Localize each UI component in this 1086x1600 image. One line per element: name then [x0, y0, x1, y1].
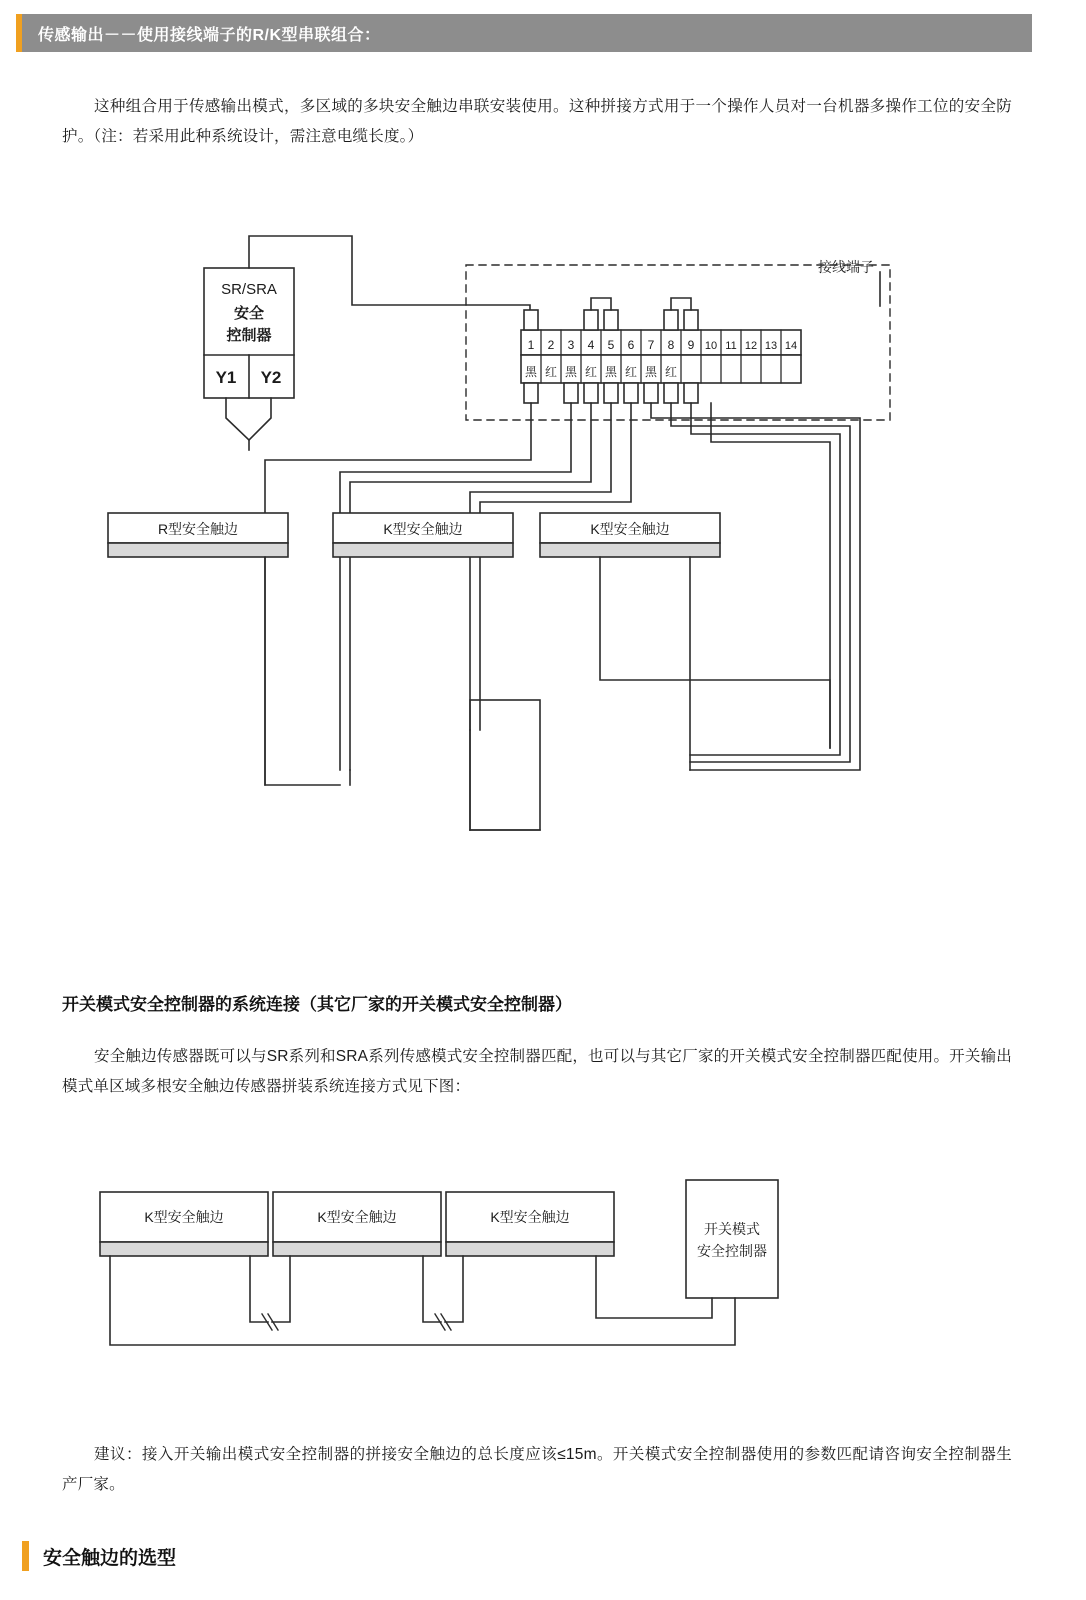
wire-color-label: 黑	[524, 365, 538, 379]
wire-color-label: 红	[624, 365, 638, 379]
terminal-number: 9	[687, 338, 695, 352]
terminal-number: 2	[547, 338, 555, 352]
switch-mode-paragraph: 安全触边传感器既可以与SR系列和SRA系列传感模式安全控制器匹配，也可以与其它厂家的开关模式安全控制器匹配使用。开关输出模式单区域多根安全触边传感器拼装系统连接方式见下图：	[62, 1048, 1012, 1095]
switch-controller-line2: 安全控制器	[697, 1243, 767, 1259]
terminal-number: 12	[744, 340, 758, 352]
wiring-diagram-switch-mode	[0, 1150, 1086, 1430]
wire-color-label: 黑	[604, 365, 618, 379]
sub-heading: 开关模式安全控制器的系统连接（其它厂家的开关模式安全控制器）	[62, 995, 572, 1014]
next-section-title-text: 安全触边的选型	[43, 1547, 177, 1569]
terminal-number: 1	[527, 338, 535, 352]
terminal-number: 3	[567, 338, 575, 352]
edge-label-k2: K型安全触边	[590, 521, 670, 537]
header-accent-marker	[16, 14, 22, 52]
terminal-number: 14	[784, 340, 798, 352]
wire-color-label: 黑	[564, 365, 578, 379]
controller-line2-label: 控制器	[226, 327, 272, 344]
terminal-number: 5	[607, 338, 615, 352]
controller-terminal-y2: Y2	[260, 368, 282, 387]
wire-color-label: 红	[544, 365, 558, 379]
section-header-title: 传感输出－－使用接线端子的R/K型串联组合：	[38, 26, 381, 44]
controller-line1-label: 安全	[233, 305, 265, 322]
terminal-number: 11	[725, 340, 737, 352]
edge2-label-k3: K型安全触边	[490, 1209, 570, 1225]
wire-color-label: 红	[584, 365, 598, 379]
wire-color-label: 黑	[644, 365, 658, 379]
edge-label-k1: K型安全触边	[383, 521, 463, 537]
switch-controller-line1: 开关模式	[704, 1221, 760, 1237]
terminal-number: 13	[764, 340, 778, 352]
intro-paragraph: 这种组合用于传感输出模式，多区域的多块安全触边串联安装使用。这种拼接方式用于一个操作人员对一台机器多操作工位的安全防护。（注：若采用此种系统设计，需注意电缆长度。）	[62, 98, 1012, 145]
bottom-accent-marker	[22, 1541, 29, 1571]
edge-label-r: R型安全触边	[157, 521, 239, 537]
controller-model-label: SR/SRA	[221, 281, 277, 298]
edge2-label-k2: K型安全触边	[317, 1209, 397, 1225]
section-header-bar	[22, 14, 1032, 52]
terminal-number: 7	[647, 338, 655, 352]
terminal-number: 4	[587, 338, 595, 352]
next-section-title	[22, 1540, 176, 1572]
controller-terminal-y1: Y1	[215, 368, 237, 387]
edge2-label-k1: K型安全触边	[144, 1209, 224, 1225]
wiring-diagram-series	[0, 210, 1086, 910]
wiring-diagram-switch-mode-svg	[0, 1150, 1086, 1430]
terminal-number: 10	[704, 340, 718, 352]
terminal-block-label: 接线端子	[818, 259, 874, 275]
wire-color-label: 红	[664, 365, 678, 379]
terminal-number: 6	[627, 338, 635, 352]
wiring-diagram-series-svg	[0, 210, 1086, 910]
recommendation-paragraph: 建议：接入开关输出模式安全控制器的拼接安全触边的总长度应该≤15m。开关模式安全控制器使用的参数匹配请咨询安全控制器生产厂家。	[62, 1446, 1012, 1493]
terminal-number: 8	[667, 338, 675, 352]
